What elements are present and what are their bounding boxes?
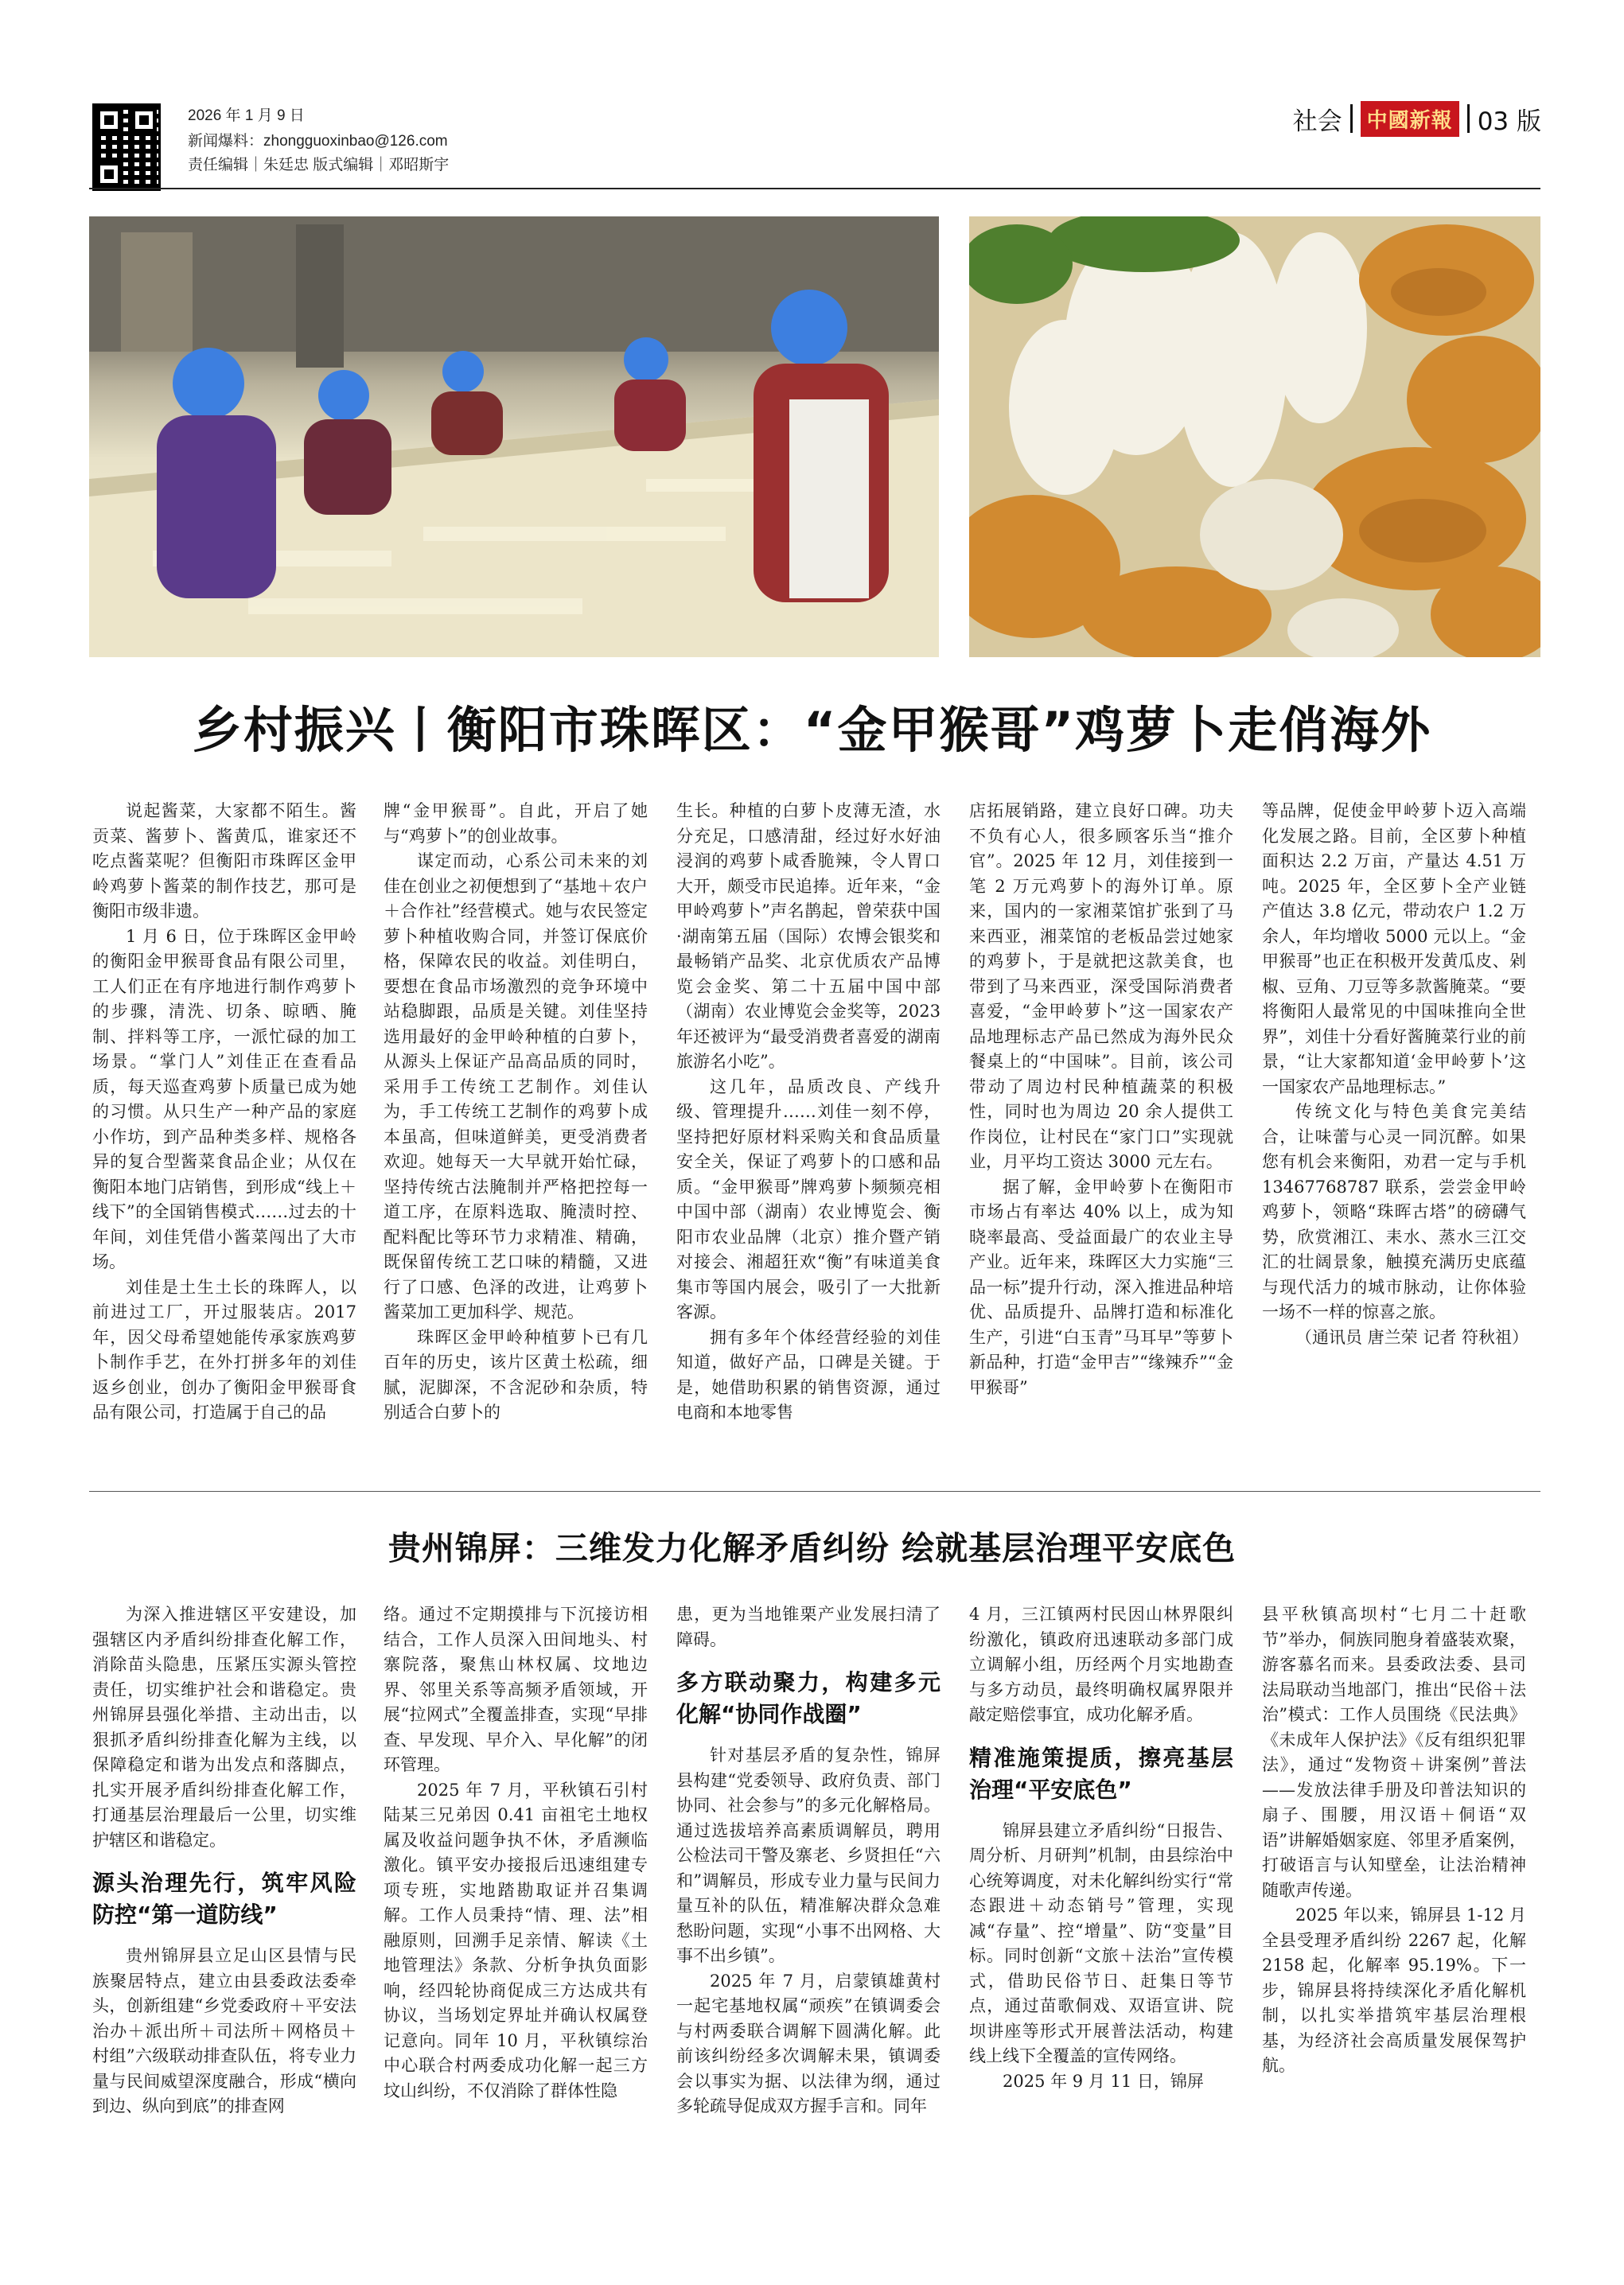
divider [1467, 104, 1470, 133]
article2-column-2 [384, 1602, 648, 2104]
article1-column-4 [969, 799, 1233, 1400]
paragraph: 4 月，三江镇两村民因山林界限纠纷激化，镇政府迅速联动多部门成立调解小组，历经两个月实地勘查与多方动员，最终明确权属界限并敲定赔偿事宜，成功化解矛盾。 [969, 1605, 1233, 1724]
article2-column-4 [969, 1602, 1233, 2094]
section-heading: 精准施策提质，擦亮基层治理“平安底色” [969, 1744, 1233, 1803]
pickled-radish-photo [969, 216, 1540, 657]
news-tip-line[interactable]: 新闻爆料：zhongguoxinbao@126.com [188, 133, 448, 150]
page-masthead [1293, 102, 1541, 135]
paragraph: 县平秋镇高坝村“七月二十赶歌节”举办，侗族同胞身着盛装欢聚，游客慕名而来。县委政法委、县司法局联动当地部门，推出“民俗＋法治”模式：工作人员围绕《民法典》《未成年人保护法》《反有组织犯罪法》，通过“发物资＋讲案例”普法——发放法律手册及印普法知识的扇子、围腰，用汉语＋侗语“双语”讲解婚姻家庭、邻里矛盾案例，打破语言与认知壁垒，让法治精神随歌声传递。 [1262, 1605, 1526, 1900]
page-number: 03 版 [1477, 107, 1541, 136]
paragraph: （通讯员 唐兰荣 记者 符秋祖） [1295, 1327, 1529, 1347]
paragraph: 谋定而动，心系公司未来的刘佳在创业之初便想到了“基地＋农户＋合作社”经营模式。她与农民签定萝卜种植收购合同，并签订保底价格，保障农民的收益。刘佳明白，要想在食品市场激烈的竞争环境中站稳脚跟，品质是关键。刘佳坚持选用最好的金甲岭种植的白萝卜，从源头上保证产品高品质的同时，采用手工传统工艺制作。刘佳认为，手工传统工艺制作的鸡萝卜成本虽高，但味道鲜美，更受消费者欢迎。她每天一大早就开始忙碌，坚持传统古法腌制并严格把控每一道工序，在原料选取、腌渍时控、配料配比等环节力求精准、精确，既保留传统工艺口味的精髓，又进行了口感、色泽的改进，让鸡萝卜酱菜加工更加科学、规范。 [384, 851, 648, 1322]
paragraph: 说起酱菜，大家都不陌生。酱贡菜、酱萝卜、酱黄瓜，谁家还不吃点酱菜呢？但衡阳市珠晖区金甲岭鸡萝卜酱菜的制作技艺，那可是衡阳市级非遗。 [92, 801, 356, 921]
article2-column-1 [92, 1602, 356, 2120]
article-separator [89, 1491, 1540, 1492]
section-heading: 源头治理先行，筑牢风险防控“第一道防线” [92, 1870, 356, 1928]
issue-date: 2026 年 1 月 9 日 [188, 107, 305, 124]
paragraph: 据了解，金甲岭萝卜在衡阳市市场占有率达 40% 以上，成为知晓率最高、受益面最广的农业主导产业。近年来，珠晖区大力实施“三品一标”提升行动，深入推进品种培优、品质提升、品牌打造和标准化生产，引进“白玉青”马耳早”等萝卜新品种，打造“金甲吉”“缘辣乔”“金甲猴哥” [969, 1177, 1233, 1397]
workers-drying-radish-photo [89, 216, 939, 657]
paragraph: 患，更为当地锥栗产业发展扫清了障碍。 [676, 1605, 941, 1649]
paragraph: 刘佳是土生土长的珠晖人，以前进过工厂，开过服装店。2017 年，因父母希望她能传承家族鸡萝卜制作手艺，在外打拼多年的刘佳返乡创业，创办了衡阳金甲猴哥食品有限公司，打造属于自己的品 [92, 1277, 356, 1422]
paragraph: 店拓展销路，建立良好口碑。功夫不负有心人，很多顾客乐当“推介官”。2025 年 12 月，刘佳接到一笔 2 万元鸡萝卜的海外订单。原来，国内的一家湘菜馆扩张到了马来西亚，湘菜馆的老板品尝过她家的鸡萝卜，于是就把这款美食，也带到了马来西亚，深受国际消费者喜爱，“金甲岭萝卜”这一国家农产品地理标志产品已然成为海外民众餐桌上的“中国味”。目前，该公司带动了周边村民种植蔬菜的积极性，同时也为周边 20 余人提供工作岗位，让村民在“家门口”实现就业，月平均工资达 3000 元左右。 [969, 801, 1233, 1171]
section-label: 社会 [1292, 107, 1342, 136]
article1-column-1 [92, 799, 356, 1426]
paragraph: 络。通过不定期摸排与下沉接访相结合，工作人员深入田间地头、村寨院落，聚焦山林权属、坟地边界、邻里关系等高频矛盾领域，开展“拉网式”全覆盖排查，实现“早排查、早发现、早介入、早化解”的闭环管理。 [384, 1605, 648, 1774]
paragraph: 这几年，品质改良、产线升级、管理提升……刘佳一刻不停，坚持把好原材料采购关和食品质量安全关，保证了鸡萝卜的口感和品质。“金甲猴哥”牌鸡萝卜频频亮相中国中部（湖南）农业博览会、衡阳市农业品牌（北京）推介暨产销对接会、湘超狂欢“衡”有味道美食集市等国内展会，吸引了一大批新客源。 [676, 1076, 941, 1322]
article-2-headline: 贵州锦屏：三维发力化解矛盾纠纷 绘就基层治理平安底色 [388, 1529, 1236, 1567]
paragraph: 2025 年以来，锦屏县 1-12 月全县受理矛盾纠纷 2267 起，化解 2158 起，化解率 95.19%。下一步，锦屏县将持续深化矛盾化解机制，以扎实举措筑牢基层治理根基，为经济社会高质量发展保驾护航。 [1262, 1905, 1526, 2075]
paragraph: 传统文化与特色美食完美结合，让味蕾与心灵一同沉醉。如果您有机会来衡阳，劝君一定与手机 13467768787 联系，尝尝金甲岭鸡萝卜，领略“珠晖古塔”的磅礴气势，欣赏湘江、耒水、蒸水三江交汇的壮阔景象，触摸充满历史底蕴与现代活力的城市脉动，让你体验一场不一样的惊喜之旅。 [1262, 1102, 1526, 1322]
editor-credits: 责任编辑｜朱廷忠 版式编辑｜邓昭斯宇 [188, 157, 450, 173]
paragraph: 2025 年 7 月，平秋镇石引村陆某三兄弟因 0.41 亩祖宅土地权属及收益问题争执不休，矛盾濒临激化。镇平安办接报后迅速组建专项专班，实地踏勘取证并召集调解。工作人员秉持“情、理、法”相融原则，回溯手足亲情、解读《土地管理法》条款、分析争执负面影响，经四轮协商促成三方达成共有协议，当场划定界址并确认权属登记意向。同年 10 月，平秋镇综治中心联合村两委成功化解一起三方坟山纠纷，不仅消除了群体性隐 [384, 1780, 648, 2100]
header-rule [89, 188, 1540, 189]
paragraph: 2025 年 7 月，启蒙镇雄黄村一起宅基地权属“顽疾”在镇调委会与村两委联合调解下圆满化解。此前该纠纷经多次调解未果，镇调委会以事实为据、以法律为纲，通过多轮疏导促成双方握手言和。同年 [676, 1971, 941, 2116]
paragraph: 为深入推进辖区平安建设，加强辖区内矛盾纠纷排查化解工作，消除苗头隐患，压紧压实源头管控责任，切实维护社会和谐稳定。贵州锦屏县强化举措、主动出击，以狠抓矛盾纠纷排查化解为主线，以保障稳定和谐为出发点和落脚点，扎实开展矛盾纠纷排查化解工作，打通基层治理最后一公里，切实维护辖区和谐稳定。 [92, 1605, 356, 1850]
paragraph: 锦屏县建立矛盾纠纷“日报告、周分析、月研判”机制，由县综治中心统筹调度，对未化解纠纷实行“常态跟进＋动态销号”管理，实现减“存量”、控“增量”、防“变量”目标。同时创新“文旅＋法治”宣传模式，借助民俗节日、赶集日等节点，通过苗歌侗戏、双语宣讲、院坝讲座等形式开展普法活动，构建线上线下全覆盖的宣传网络。 [969, 1820, 1233, 2065]
paragraph: 1 月 6 日，位于珠晖区金甲岭的衡阳金甲猴哥食品有限公司里，工人们正在有序地进行制作鸡萝卜的步骤，清洗、切条、晾晒、腌制、拌料等工序，一派忙碌的加工场景。“掌门人”刘佳正在查看品质，每天巡查鸡萝卜质量已成为她的习惯。从只生产一种产品的家庭小作坊，到产品种类多样、规格各异的复合型酱菜食品企业；从仅在衡阳本地门店销售，到形成“线上＋线下”的全国销售模式……过去的十年间，刘佳凭借小酱菜闯出了大市场。 [92, 926, 356, 1271]
paragraph: 2025 年 9 月 11 日，锦屏 [1003, 2071, 1204, 2091]
paragraph: 拥有多年个体经营经验的刘佳知道，做好产品，口碑是关键。于是，她借助积累的销售资源，通过电商和本地零售 [676, 1327, 941, 1422]
paragraph: 牌“金甲猴哥”。自此，开启了她与“鸡萝卜”的创业故事。 [384, 801, 648, 846]
paragraph: 贵州锦屏县立足山区县情与民族聚居特点，建立由县委政法委牵头，创新组建“乡党委政府＋平安法治办＋派出所＋司法所＋网格员＋村组”六级联动排查队伍，将专业力量与民间威望深度融合，形成“横向到边、纵向到底”的排查网 [92, 1946, 356, 2116]
newspaper-logo: 中國新報 [1361, 101, 1459, 137]
paragraph: 针对基层矛盾的复杂性，锦屏县构建“党委领导、政府负责、部门协同、社会参与”的多元化解格局。通过选拔培养高素质调解员，聘用公检法司干警及寨老、乡贤担任“六和”调解员，形成专业力量与民间力量互补的队伍，精准解决群众急难愁盼问题，实现“小事不出网格、大事不出乡镇”。 [676, 1746, 941, 1965]
article1-column-5 [1262, 799, 1529, 1350]
article1-column-2 [384, 799, 648, 1426]
qr-code-icon[interactable] [92, 103, 161, 191]
article2-column-3 [676, 1602, 941, 2120]
article-1-headline: 乡村振兴丨衡阳市珠晖区：“金甲猴哥”鸡萝卜走俏海外 [192, 701, 1432, 759]
paragraph: 生长。种植的白萝卜皮薄无渣，水分充足，口感清甜，经过好水好油浸润的鸡萝卜咸香脆辣，令人胃口大开，颇受市民追捧。近年来，“金甲岭鸡萝卜”声名鹊起，曾荣获中国·湖南第五届（国际）农博会银奖和最畅销产品奖、北京优质农产品博览会金奖、第二十五届中国中部（湖南）农业博览会金奖等，2023 年还被评为“最受消费者喜爱的湖南旅游名小吃”。 [676, 801, 941, 1071]
article2-column-5 [1262, 1602, 1526, 2079]
paragraph: 等品牌，促使金甲岭萝卜迈入高端化发展之路。目前，全区萝卜种植面积达 2.2 万亩，产量达 4.51 万吨。2025 年，全区萝卜全产业链产值达 3.8 亿元，带动农户 1.2 万余人，年均增收 5000 元以上。“金甲猴哥”也正在积极开发黄瓜皮、剁椒、豆角、刀豆等多款酱腌菜。“要将衡阳人最常见的中国味推向全世界”，刘佳十分看好酱腌菜行业的前景，“让大家都知道‘金甲岭萝卜’这一国家农产品地理标志。” [1262, 801, 1526, 1096]
divider [1350, 104, 1353, 133]
section-heading: 多方联动聚力，构建多元化解“协同作战圈” [676, 1669, 941, 1727]
paragraph: 珠晖区金甲岭种植萝卜已有几百年的历史，该片区黄土松疏，细腻，泥脚深，不含泥砂和杂质，特别适合白萝卜的 [384, 1327, 648, 1422]
article1-column-3 [676, 799, 941, 1426]
